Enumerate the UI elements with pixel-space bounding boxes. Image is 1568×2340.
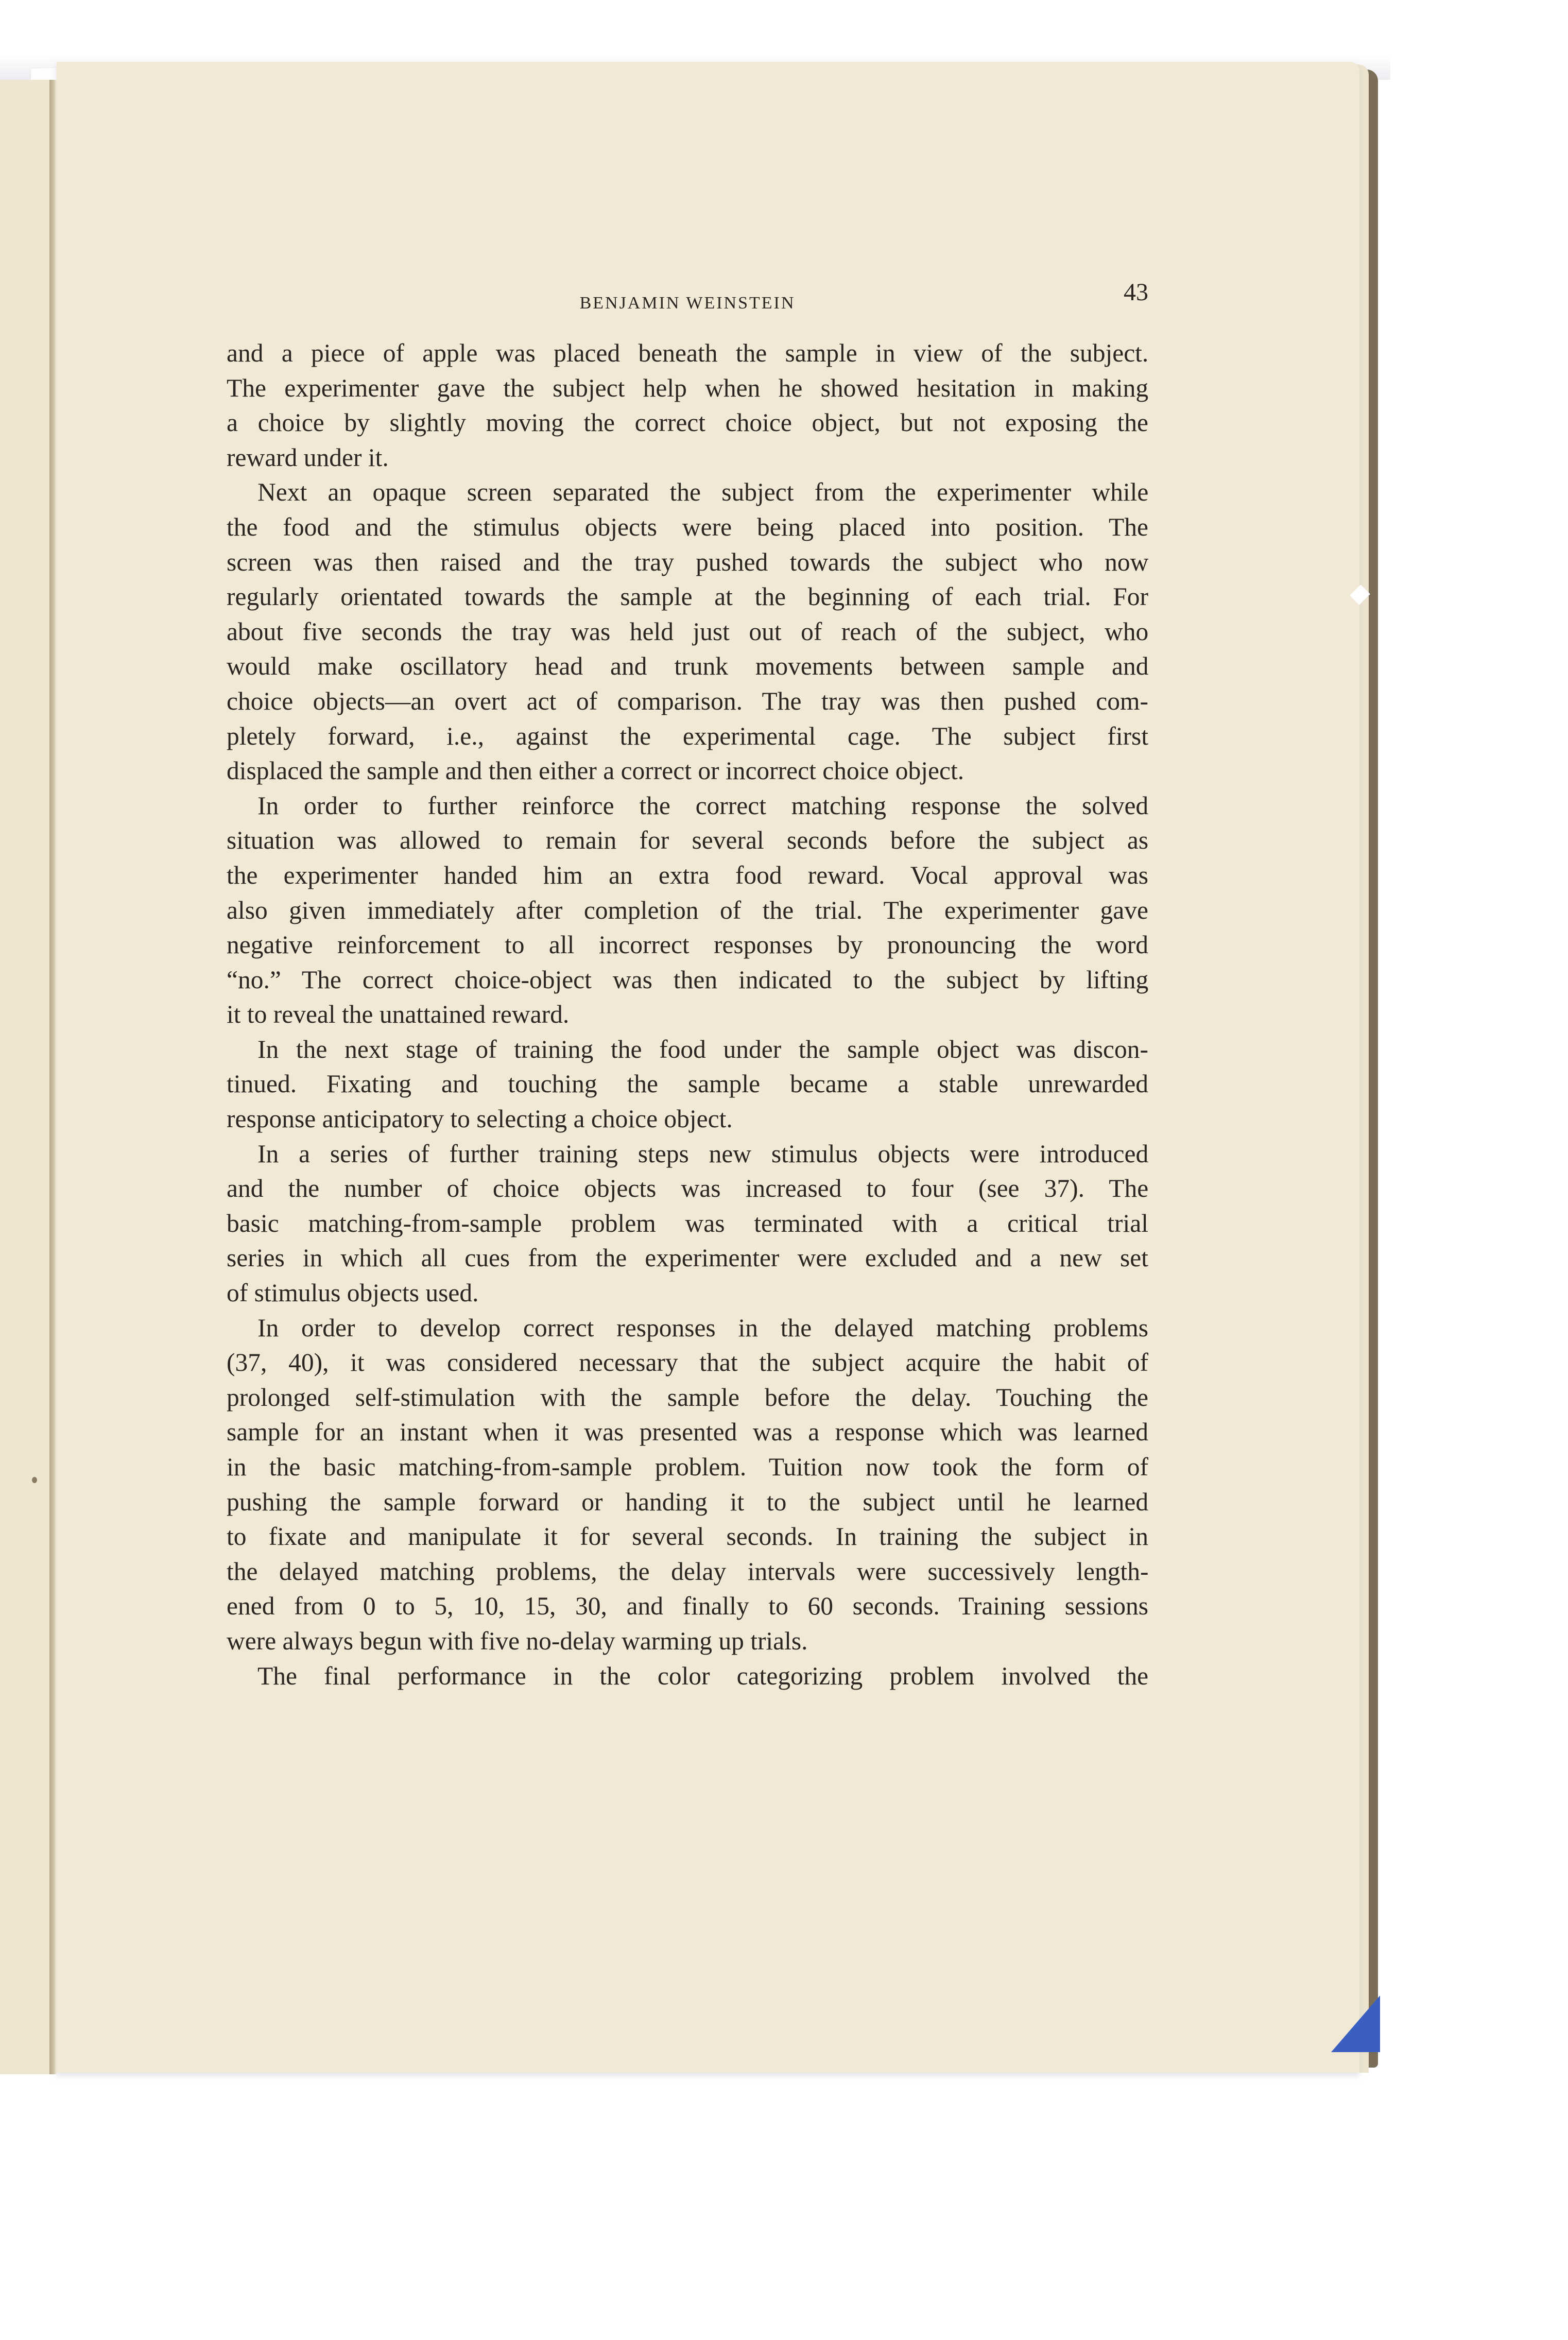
text-line: and the number of choice objects was increased to four (see 37). The xyxy=(227,1174,1149,1203)
text-line: to fixate and manipulate it for several seconds. In training the subject in xyxy=(227,1522,1148,1551)
text-line: ened from 0 to 5, 10, 15, 30, and finally to 60 seconds. Training sessions xyxy=(227,1592,1148,1621)
text-line: about five seconds the tray was held just out of reach of the subject, who xyxy=(227,617,1149,646)
text-line: prolonged self-stimulation with the sample before the delay. Touching the xyxy=(227,1383,1148,1412)
text-line: the food and the stimulus objects were being placed into position. The xyxy=(227,512,1148,541)
text-line: (37, 40), it was considered necessary that the subject acquire the habit of xyxy=(227,1348,1148,1377)
text-line: the experimenter handed him an extra food reward. Vocal approval was xyxy=(227,861,1148,889)
text-line: of stimulus objects used. xyxy=(227,1279,479,1307)
book-gutter xyxy=(49,80,57,2074)
paragraph xyxy=(227,1032,1148,1137)
text-line: displaced the sample and then either a correct or incorrect choice object. xyxy=(227,756,964,785)
page-header xyxy=(227,278,1148,319)
text-line: would make oscillatory head and trunk movements between sample and xyxy=(227,652,1149,681)
text-line: In order to develop correct responses in the delayed matching problems xyxy=(257,1313,1148,1342)
running-head: BENJAMIN WEINSTEIN xyxy=(579,294,796,313)
facing-page-edge xyxy=(0,80,49,2074)
text-line: response anticipatory to selecting a choice object. xyxy=(227,1105,733,1133)
text-line: reward under it. xyxy=(227,443,389,472)
text-line: tinued. Fixating and touching the sample became a stable unrewarded xyxy=(227,1070,1149,1098)
page-number: 43 xyxy=(1124,279,1148,306)
blue-corner-mark xyxy=(1331,1995,1380,2052)
text-line: the delayed matching problems, the delay intervals were successively length- xyxy=(227,1557,1149,1586)
text-line: were always begun with five no-delay warming up trials. xyxy=(227,1626,808,1655)
paragraph xyxy=(227,1659,1148,1694)
text-line: In order to further reinforce the correct matching response the solved xyxy=(257,791,1149,820)
margin-spot xyxy=(32,1477,37,1483)
text-line: situation was allowed to remain for several seconds before the subject as xyxy=(227,826,1149,855)
paragraph xyxy=(227,1311,1148,1659)
paragraph xyxy=(227,475,1148,788)
text-line: pushing the sample forward or handing it to the subject until he learned xyxy=(227,1487,1149,1516)
text-line: series in which all cues from the experimenter were excluded and a new set xyxy=(227,1244,1149,1272)
text-line: negative reinforcement to all incorrect responses by pronouncing the word xyxy=(227,931,1148,959)
text-line: The final performance in the color categorizing problem involved the xyxy=(257,1661,1149,1690)
text-line: regularly orientated towards the sample at the beginning of each trial. For xyxy=(227,582,1149,611)
text-line: and a piece of apple was placed beneath the sample in view of the subject. xyxy=(227,339,1149,367)
text-line: also given immediately after completion of the trial. The experimenter gave xyxy=(227,896,1148,924)
text-line: sample for an instant when it was presented was a response which was learned xyxy=(227,1418,1148,1447)
text-line: it to reveal the unattained reward. xyxy=(227,1000,570,1029)
paragraph xyxy=(227,788,1148,1032)
text-line: The experimenter gave the subject help when he showed hesitation in making xyxy=(227,373,1149,402)
paragraph xyxy=(227,1137,1148,1311)
text-line: pletely forward, i.e., against the experimental cage. The subject first xyxy=(227,721,1149,750)
text-line: choice objects—an overt act of comparison. The tray was then pushed com- xyxy=(227,686,1148,715)
text-line: Next an opaque screen separated the subject from the experimenter while xyxy=(257,478,1149,507)
text-line: In the next stage of training the food under the sample object was discon- xyxy=(257,1035,1148,1063)
text-line: a choice by slightly moving the correct choice object, but not exposing the xyxy=(227,408,1148,437)
body-text xyxy=(227,336,1148,1693)
text-line: screen was then raised and the tray pushed towards the subject who now xyxy=(227,547,1149,576)
text-line: in the basic matching-from-sample problem. Tuition now took the form of xyxy=(227,1453,1148,1481)
text-line: “no.” The correct choice-object was then indicated to the subject by lifting xyxy=(227,965,1149,994)
text-line: In a series of further training steps new stimulus objects were introduced xyxy=(257,1139,1149,1168)
paragraph xyxy=(227,336,1148,475)
text-line: basic matching-from-sample problem was terminated with a critical trial xyxy=(227,1209,1148,1237)
